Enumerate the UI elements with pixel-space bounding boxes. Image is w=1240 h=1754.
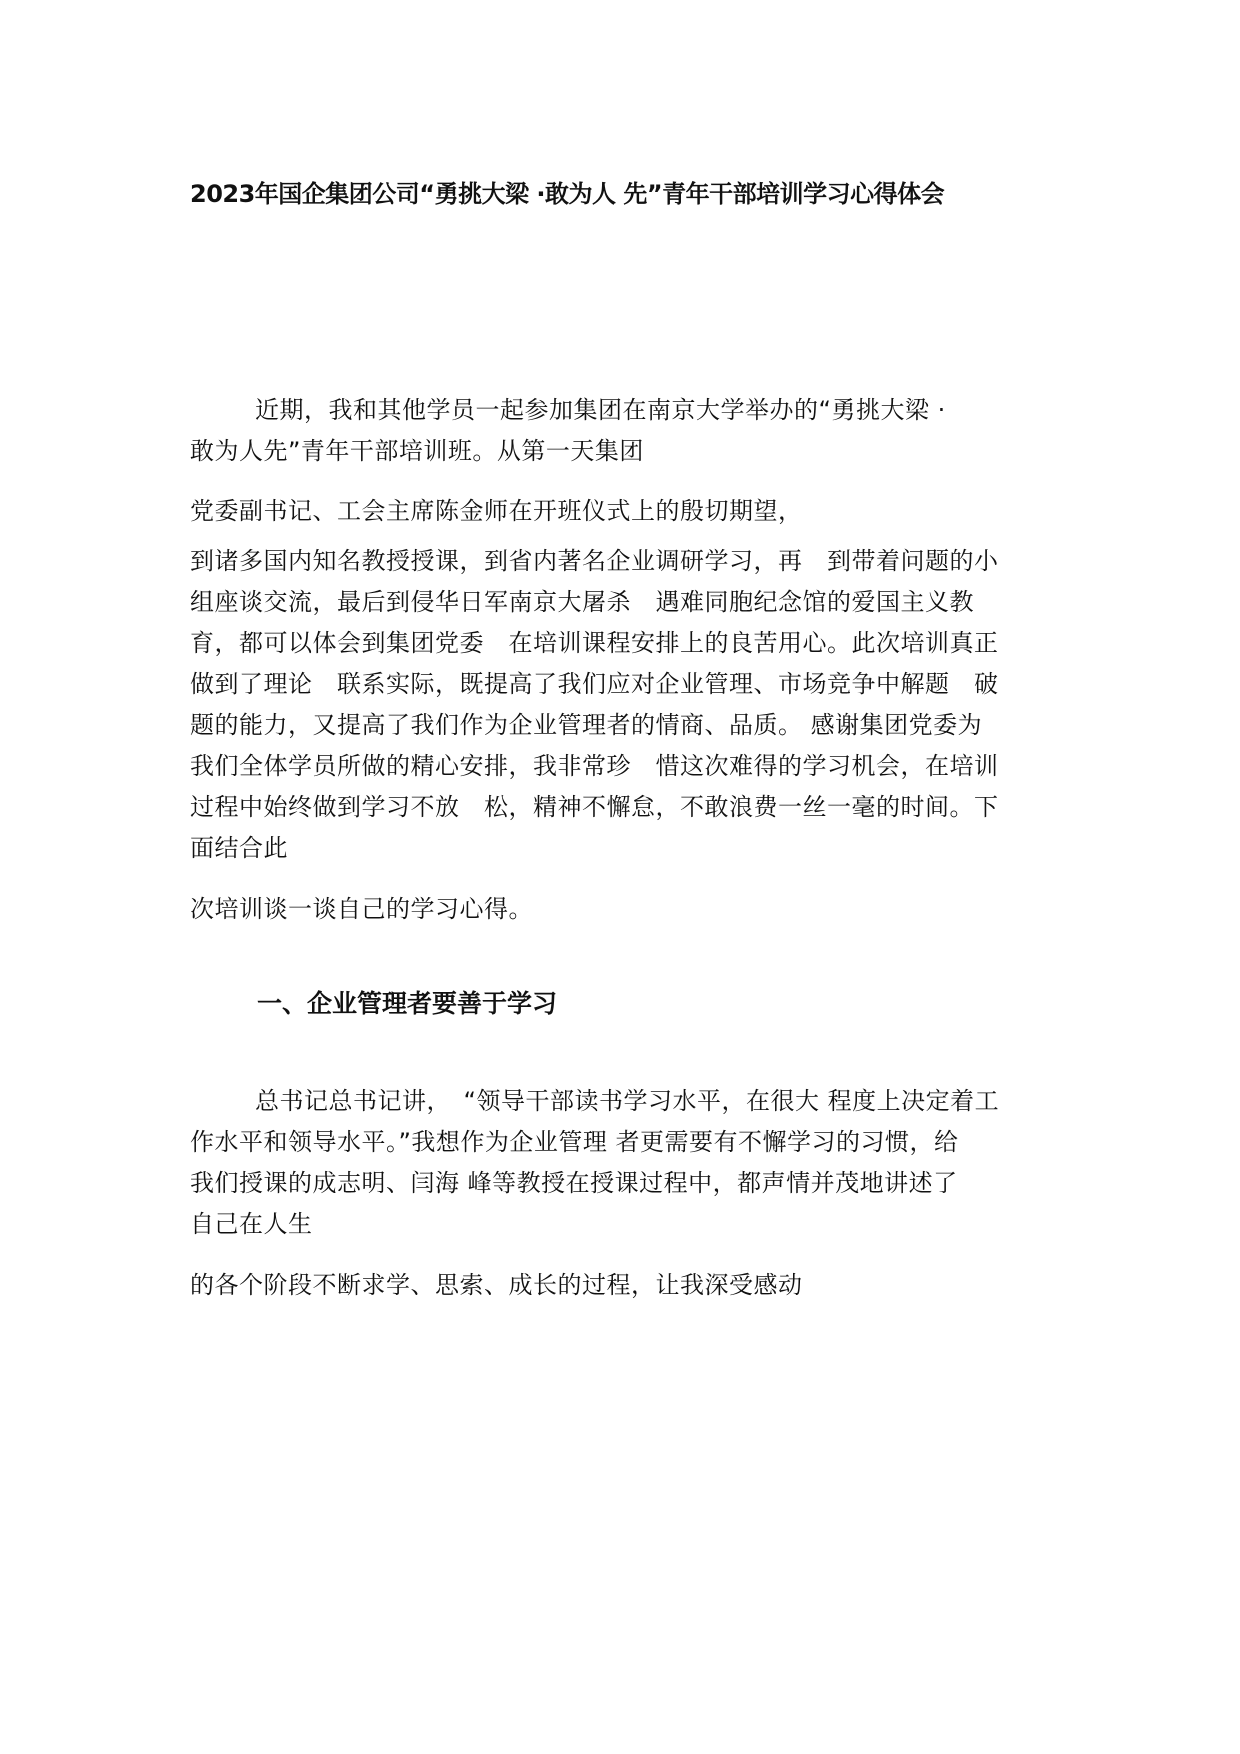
main-line-7: 过程中始终做到学习不放 松，精神不懈怠，不敢浪费一丝一毫的时间。下: [190, 793, 999, 821]
main-line-1: 到诸多国内知名教授授课，到省内著名企业调研学习，再 到带着问题的小: [190, 547, 999, 575]
intro-line-1: 近期，我和其他学员一起参加集团在南京大学举办的“勇挑大梁 ·: [190, 396, 946, 424]
section-line-1: 总书记总书记讲， “领导干部读书学习水平，在很大 程度上决定着工: [190, 1087, 1000, 1115]
section-line-3: 我们授课的成志明、闫海 峰等教授在授课过程中，都声情并茂地讲述了: [190, 1169, 958, 1197]
party-line-paragraph: [190, 491, 1080, 532]
main-paragraph: [190, 541, 1080, 869]
closing-line: 次培训谈一谈自己的学习心得。: [190, 895, 533, 923]
main-line-5: 题的能力，又提高了我们作为企业管理者的情商、品质。 感谢集团党委为: [190, 711, 983, 739]
intro-line-2: 敢为人先”青年干部培训班。从第一天集团: [190, 437, 644, 465]
main-line-3: 育，都可以体会到集团党委 在培训课程安排上的良苦用心。此次培训真正: [190, 629, 999, 657]
final-line-paragraph: [190, 1265, 1080, 1306]
intro-paragraph: [190, 390, 1080, 472]
main-line-4: 做到了理论 联系实际，既提高了我们应对企业管理、市场竞争中解题 破: [190, 670, 999, 698]
main-line-2: 组座谈交流，最后到侵华日军南京大屠杀 遇难同胞纪念馆的爱国主义教: [190, 588, 974, 616]
closing-line-paragraph: [190, 889, 1080, 930]
section-paragraph: [190, 1081, 1080, 1245]
section-heading: 一、企业管理者要善于学习: [257, 989, 558, 1018]
party-line: 党委副书记、工会主席陈金师在开班仪式上的殷切期望，: [190, 497, 803, 525]
section-line-4: 自己在人生: [190, 1210, 313, 1238]
document-title: 2023年国企集团公司“勇挑大梁 ·敢为人 先”青年干部培训学习心得体会: [190, 180, 945, 208]
final-line: 的各个阶段不断求学、思索、成长的过程，让我深受感动: [190, 1271, 803, 1299]
main-line-6: 我们全体学员所做的精心安排，我非常珍 惜这次难得的学习机会，在培训: [190, 752, 999, 780]
section-line-2: 作水平和领导水平。”我想作为企业管理 者更需要有不懈学习的习惯，给: [190, 1128, 959, 1156]
main-line-8: 面结合此: [190, 834, 288, 862]
